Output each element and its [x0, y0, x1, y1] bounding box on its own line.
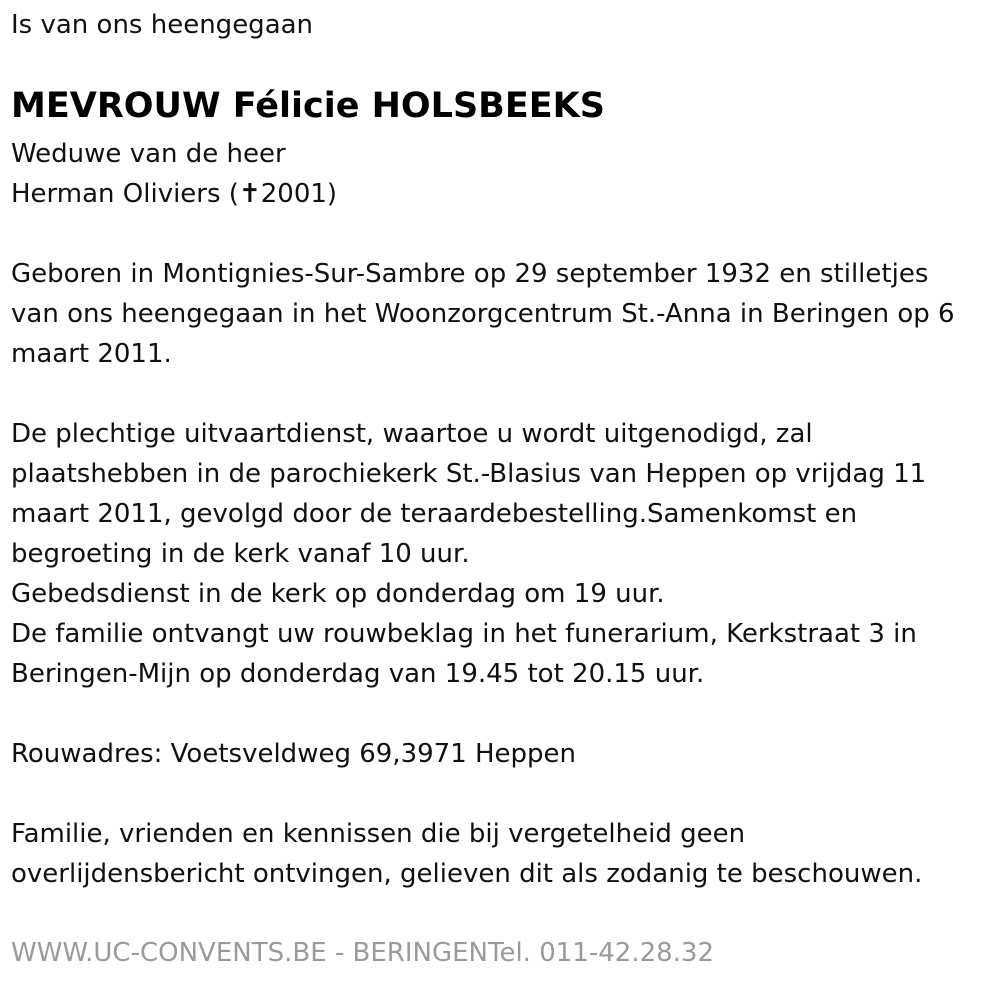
spouse-block [11, 134, 337, 214]
paragraph-line: van ons heengegaan in het Woonzorgcentrum St.-Anna in Beringen op 6 [11, 299, 955, 329]
paragraph-line: begroeting in de kerk vanaf 10 uur. [11, 539, 470, 569]
paragraph-line: Beringen-Mijn op donderdag van 19.45 tot 20.15 uur. [11, 659, 705, 689]
deceased-name: MEVROUW Félicie HOLSBEEKS [11, 86, 606, 126]
funeral-paragraph [11, 414, 926, 694]
address-line: Rouwadres: Voetsveldweg 69,3971 Heppen [11, 739, 577, 769]
paragraph-line: De plechtige uitvaartdienst, waartoe u wordt uitgenodigd, zal [11, 419, 813, 449]
notice-paragraph [11, 814, 922, 894]
paragraph-line: maart 2011. [11, 339, 172, 369]
birth-death-paragraph [11, 254, 955, 374]
footer-contact: WWW.UC-CONVENTS.BE - BERINGENTel. 011-42.28.32 [11, 938, 715, 968]
paragraph-line: maart 2011, gevolgd door de teraardebestelling.Samenkomst en [11, 499, 858, 529]
paragraph-line: plaatshebben in de parochiekerk St.-Blasius van Heppen op vrijdag 11 [11, 459, 927, 489]
mourning-address [11, 734, 576, 774]
paragraph-line: De familie ontvangt uw rouwbeklag in het funerarium, Kerkstraat 3 in [11, 619, 917, 649]
intro-text: Is van ons heengegaan [11, 10, 314, 40]
paragraph-line: Familie, vrienden en kennissen die bij vergetelheid geen [11, 819, 746, 849]
paragraph-line: overlijdensbericht ontvingen, gelieven dit als zodanig te beschouwen. [11, 859, 923, 889]
paragraph-line: Gebedsdienst in de kerk op donderdag om 19 uur. [11, 579, 665, 609]
spouse-name-line: Herman Oliviers (✝2001) [11, 179, 338, 209]
paragraph-line: Geboren in Montignies-Sur-Sambre op 29 september 1932 en stilletjes [11, 259, 929, 289]
spouse-line: Weduwe van de heer [11, 139, 286, 169]
